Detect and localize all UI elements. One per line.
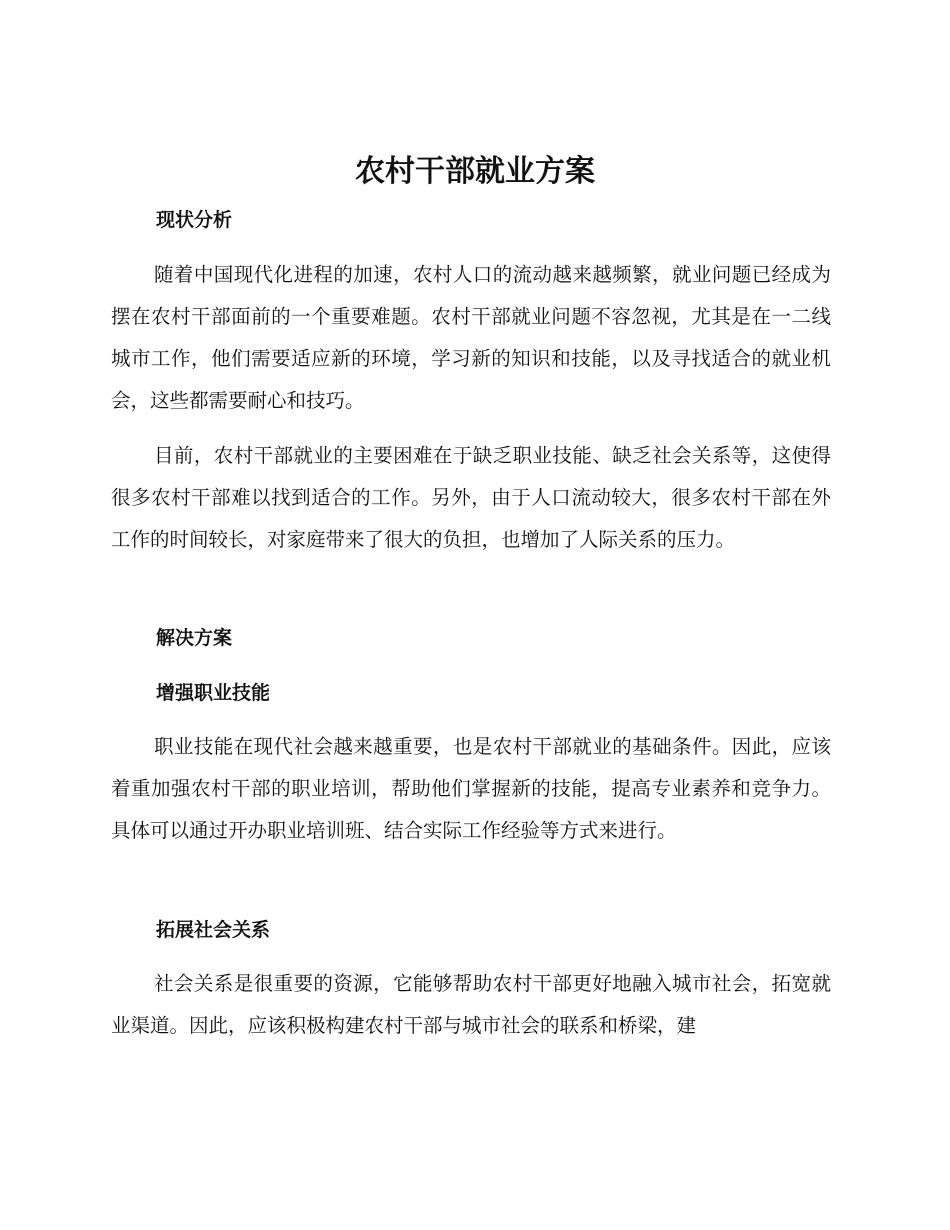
paragraph-social-relations: 社会关系是很重要的资源，它能够帮助农村干部更好地融入城市社会，拓宽就业渠道。因此，应该积极构建农村干部与城市社会的联系和桥梁，建 (111, 972, 831, 1037)
paragraph-status-2: 目前，农村干部就业的主要困难在于缺乏职业技能、缺乏社会关系等，这使得很多农村干部难以找到适合的工作。另外，由于人口流动较大，很多农村干部在外工作的时间较长，对家庭带来了很大的负担，也增加了人际关系的压力。 (111, 444, 831, 551)
section-heading-solutions: 解决方案 (156, 627, 233, 649)
section-heading-vocational-skills: 增强职业技能 (156, 682, 271, 704)
paragraph-vocational-skills: 职业技能在现代社会越来越重要，也是农村干部就业的基础条件。因此，应该着重加强农村干部的职业培训，帮助他们掌握新的技能，提高专业素养和竞争力。具体可以通过开办职业培训班、结合实际工作经验等方式来进行。 (111, 735, 831, 842)
section-heading-social-relations: 拓展社会关系 (156, 919, 271, 941)
paragraph-status-1: 随着中国现代化进程的加速，农村人口的流动越来越频繁，就业问题已经成为摆在农村干部面前的一个重要难题。农村干部就业问题不容忽视，尤其是在一二线城市工作，他们需要适应新的环境，学习新的知识和技能，以及寻找适合的就业机会，这些都需要耐心和技巧。 (111, 263, 831, 412)
document-title: 农村干部就业方案 (355, 154, 595, 189)
section-heading-status-analysis: 现状分析 (156, 209, 233, 231)
